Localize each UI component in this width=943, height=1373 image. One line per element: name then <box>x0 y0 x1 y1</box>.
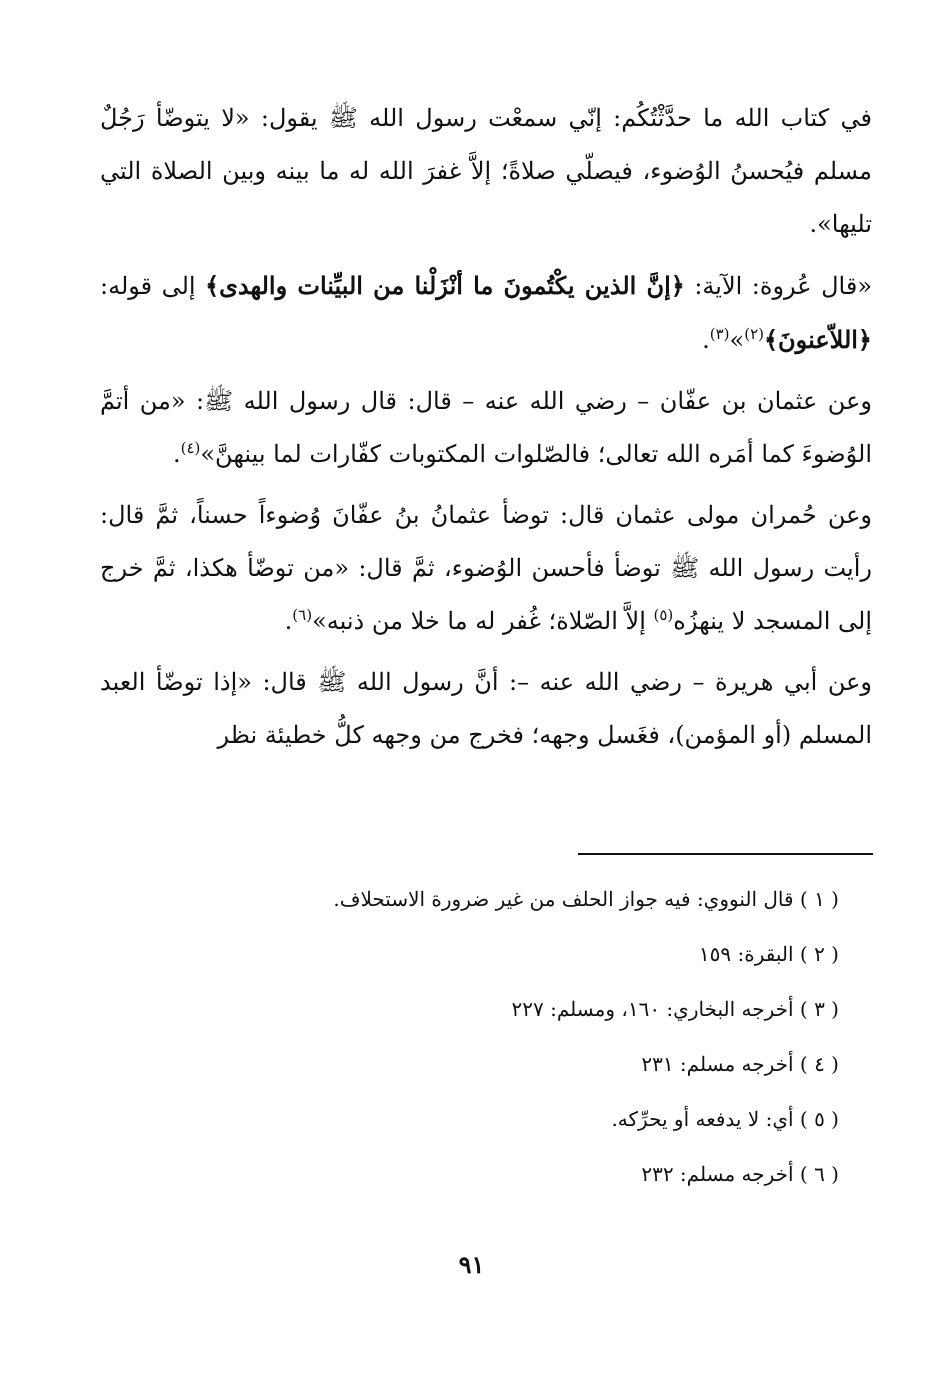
paragraph-5-text: وعن أبي هريرة – رضي الله عنه –: أنَّ رسول الله ﷺ قال: «إذا توضّأ العبد المسلم (أو المؤمن)، فغَسل وجهه؛ فخرج من وجهه كلُّ خطيئة نظر <box>100 668 873 749</box>
paragraph-2-lead: «قال عُروة: الآية: <box>684 272 872 300</box>
paragraph-4 <box>100 489 872 648</box>
footnote-divider <box>578 853 873 855</box>
page-number: ٩١ <box>458 1250 485 1279</box>
paragraph-4-text-2: إلاَّ الصّلاة؛ غُفر له ما خلا من ذنبه» <box>312 607 654 635</box>
paragraph-1 <box>100 92 872 251</box>
paragraph-3 <box>100 375 872 481</box>
paragraph-3-end: . <box>172 440 181 468</box>
paragraph-2-close: » <box>729 326 745 354</box>
footnote-ref-6: (٦) <box>292 606 313 624</box>
paragraph-4-end: . <box>284 607 293 635</box>
footnotes <box>139 872 839 1202</box>
footnote-ref-3: (٣) <box>709 325 730 343</box>
footnote-4: ( ٤ ) أخرجه مسلم: ٢٣١ <box>641 1052 839 1076</box>
footnote-6: ( ٦ ) أخرجه مسلم: ٢٣٢ <box>641 1162 839 1186</box>
paragraph-5 <box>100 656 872 762</box>
footnote-3: ( ٣ ) أخرجه البخاري: ١٦٠، ومسلم: ٢٢٧ <box>511 997 839 1021</box>
paragraph-1-text: في كتاب الله ما حدَّثْتُكُم: إنّي سمعْت رسول الله ﷺ يقول: «لا يتوضّأ رَجُلٌ مسلم فيُحسنُ الوُضوء، فيصلّي صلاةً؛ إلاَّ غفرَ الله له ما بينه وبين الصلاة التي تليها». <box>100 104 872 238</box>
footnote-ref-4: (٤) <box>180 439 201 457</box>
footnote-ref-5: (٥) <box>653 606 674 624</box>
paragraph-4-text: وعن حُمران مولى عثمان قال: توضأ عثمانُ بنُ عفّانَ وُضوءاً حسناً، ثمَّ قال: رأيت رسول الله ﷺ توضأ فأحسن الوُضوء، ثمَّ قال: «من توضّأ هكذا، ثمَّ خرج إلى المسجد لا ينهزُه <box>100 501 872 635</box>
footnote-1: ( ١ ) قال النووي: فيه جواز الحلف من غير ضرورة الاستحلاف. <box>333 887 839 911</box>
paragraph-2-mid: إلى قوله: <box>100 272 206 300</box>
footnote-2: ( ٢ ) البقرة: ١٥٩ <box>698 942 839 966</box>
paragraph-3-text: وعن عثمان بن عفّان – رضي الله عنه – قال: قال رسول الله ﷺ: «من أتمَّ الوُضوءَ كما أمَره الله تعالى؛ فالصّلوات المكتوبات كفّارات لما بينهنَّ» <box>100 387 872 468</box>
paragraph-2 <box>100 259 872 367</box>
quran-verse-2: ﴿اللاّعنونَ﴾ <box>763 325 872 354</box>
footnote-5: ( ٥ ) أي: لا يدفعه أو يحرِّكه. <box>611 1107 839 1131</box>
footnote-ref-2: (٢) <box>744 325 764 343</box>
main-text <box>100 92 872 770</box>
quran-verse-1: ﴿إنَّ الذين يكْتُمونَ ما أنْزَلْنا من البيِّنات والهدى﴾ <box>205 271 685 300</box>
paragraph-2-end: . <box>702 326 710 354</box>
